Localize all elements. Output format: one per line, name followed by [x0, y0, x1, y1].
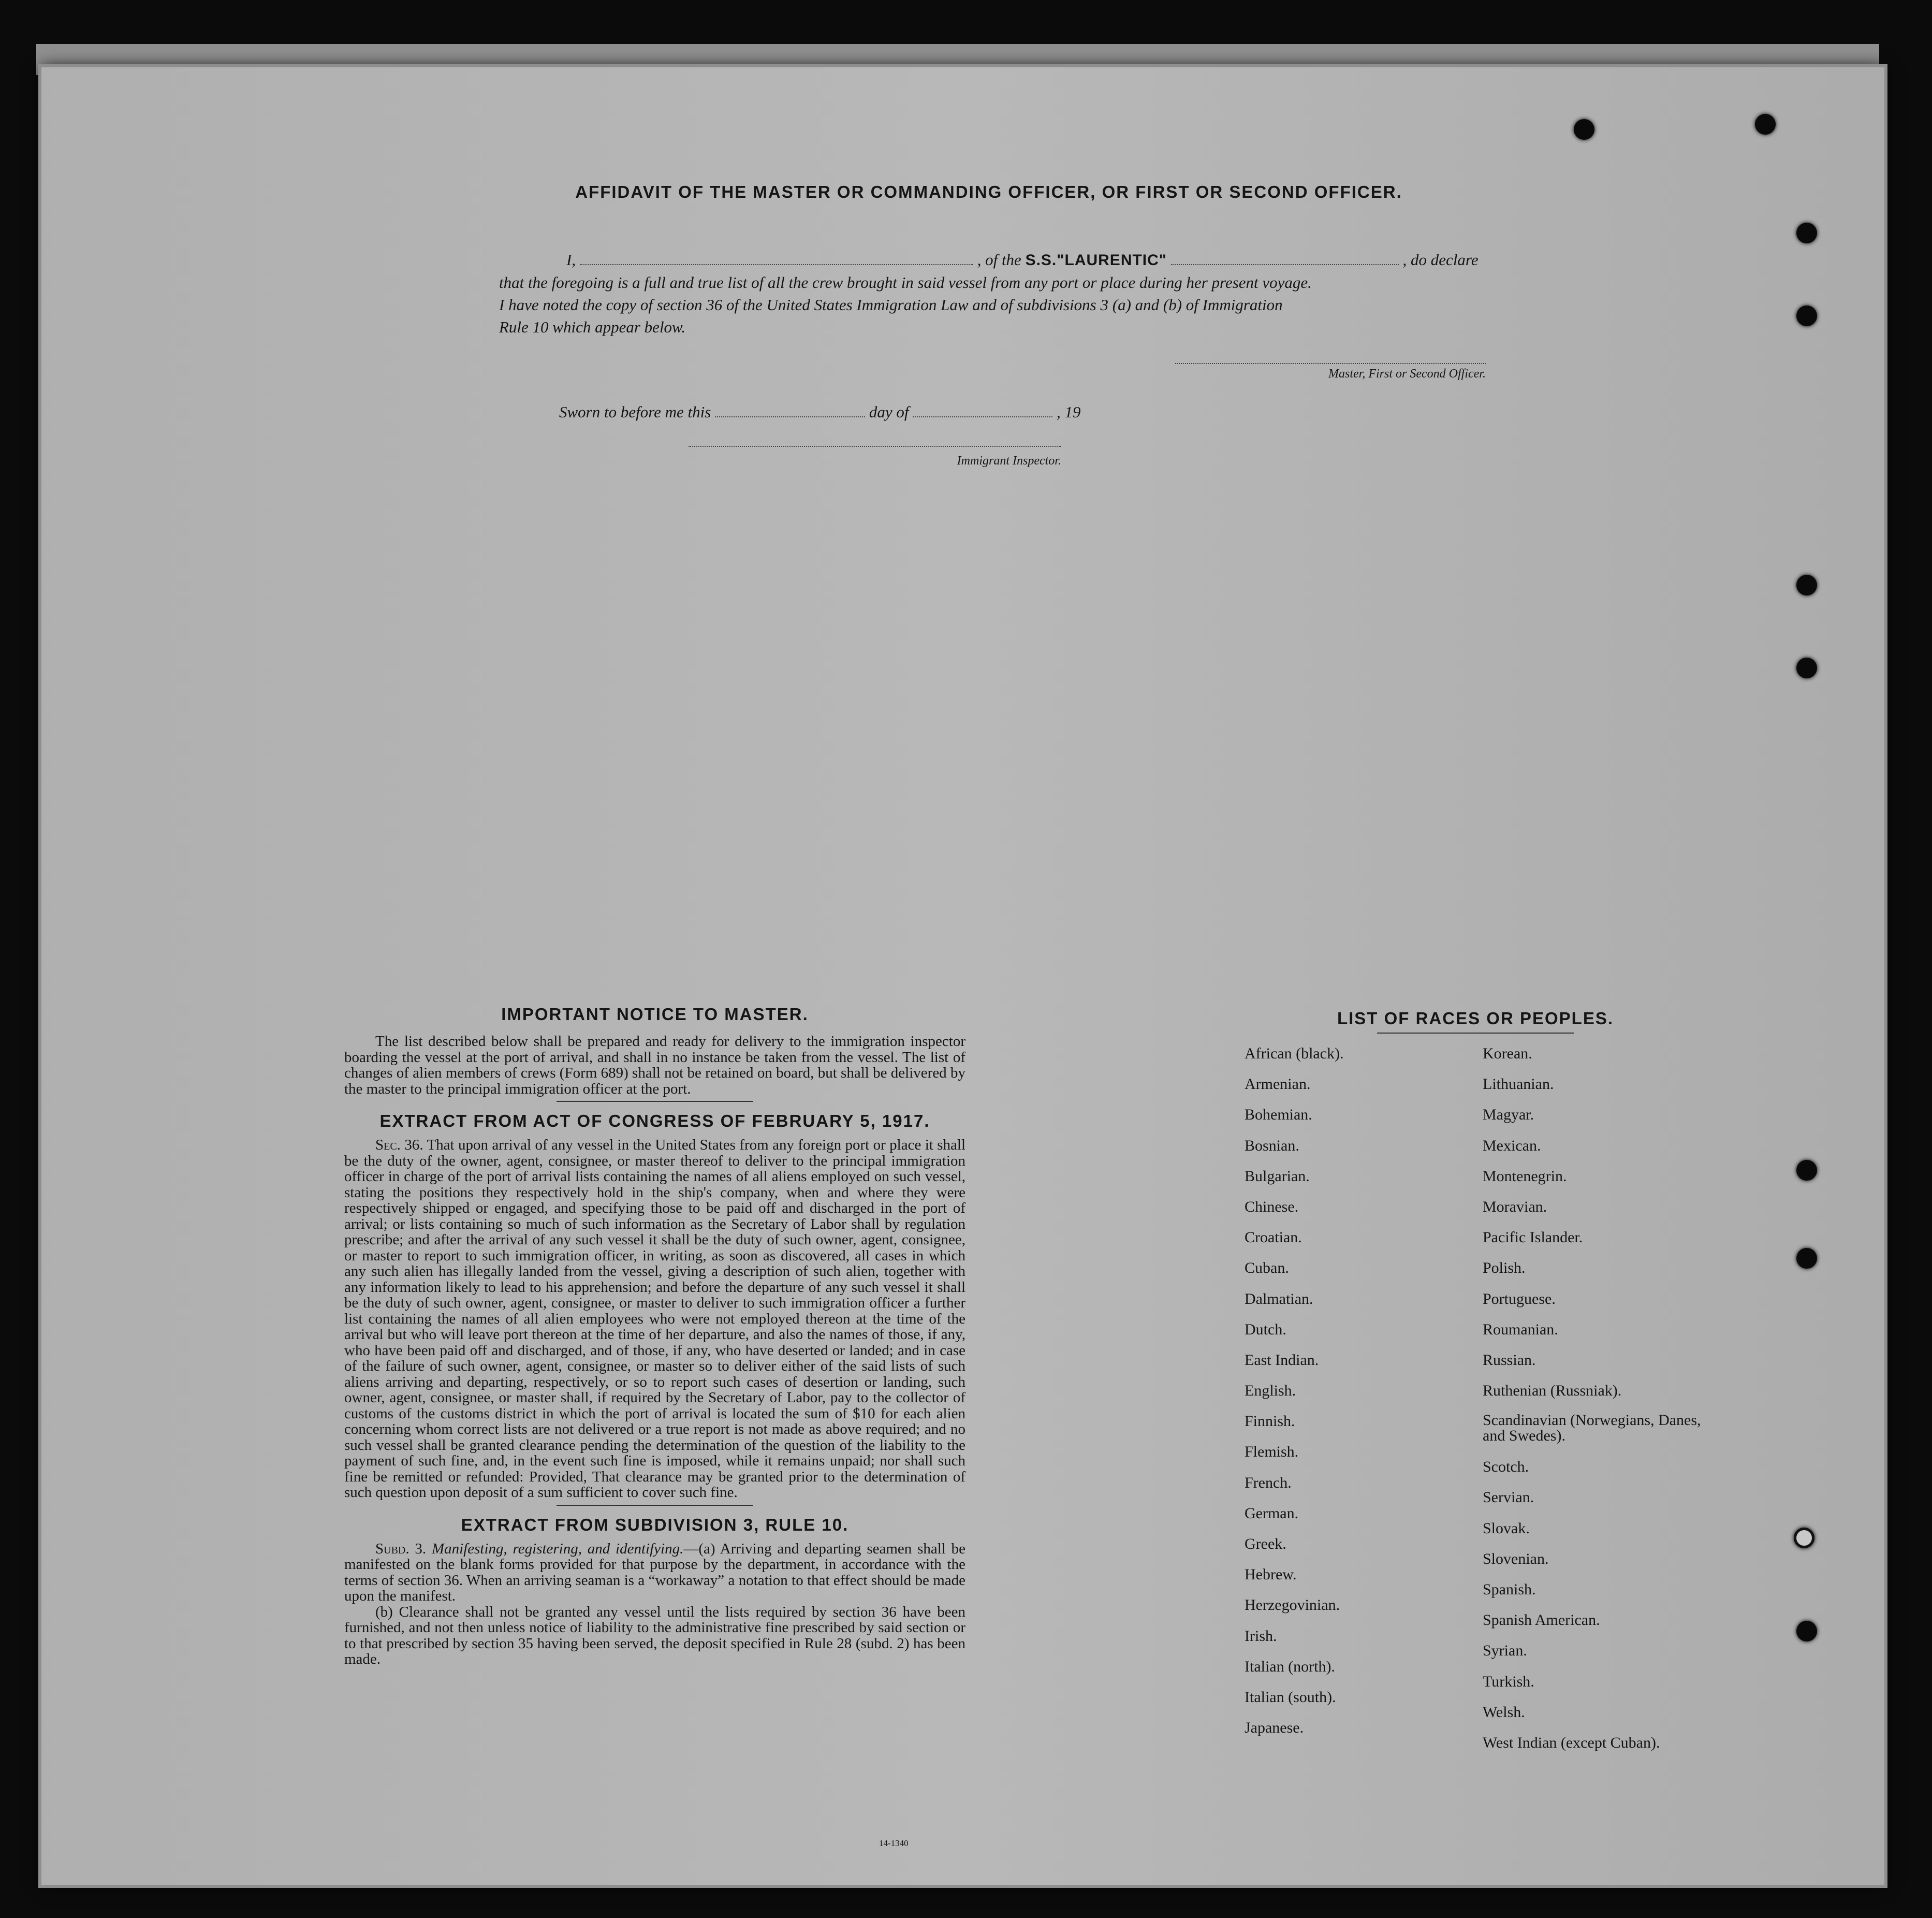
- affidavit-line-1: that the foregoing is a full and true list of all the crew brought in said vessel from any port or place during her present voyage.: [499, 273, 1312, 292]
- sworn-day-field: [715, 416, 865, 417]
- race-item: Japanese.: [1245, 1719, 1304, 1737]
- subd-b-text: (b) Clearance shall not be granted any vessel until the lists required by section 36 have been furnished, and not then unless notice of liability to the administrative fine prescribed by said section or to that prescribed by section 35 having been served, the deposit specified in Rule 28 (subd. 2) has been made.: [344, 1603, 965, 1667]
- sworn-line: [559, 403, 1232, 422]
- races-columns: [1217, 1045, 1734, 1765]
- master-name-field: [580, 264, 973, 265]
- race-item: English.: [1245, 1382, 1296, 1400]
- race-item: German.: [1245, 1504, 1299, 1522]
- race-item: Italian (north).: [1245, 1658, 1335, 1675]
- race-item: Russian.: [1483, 1351, 1536, 1369]
- binder-hole: [1794, 1528, 1814, 1548]
- race-item: Servian.: [1483, 1489, 1534, 1506]
- binder-hole: [1796, 1160, 1817, 1181]
- race-item: Hebrew.: [1245, 1566, 1297, 1583]
- race-item: Montenegrin.: [1483, 1167, 1567, 1185]
- form-code: 14-1340: [879, 1838, 909, 1848]
- race-item: Polish.: [1483, 1259, 1526, 1277]
- races-left-column: [1217, 1045, 1483, 1765]
- notice-body: The list described below shall be prepared and ready for delivery to the immigration inspector boarding the vessel at the port of arrival, and shall in no instance be taken from the vessel. The list of changes of alien members of crews (Form 689) shall not be retained on board, but shall be delivered by the master to the principal immigration officer at the port.: [344, 1033, 965, 1097]
- race-item: Portuguese.: [1483, 1290, 1556, 1307]
- binder-hole: [1796, 306, 1817, 326]
- race-item: Slovak.: [1483, 1519, 1530, 1537]
- binder-hole: [1796, 658, 1817, 678]
- race-item: Greek.: [1245, 1535, 1286, 1552]
- race-item: Spanish.: [1483, 1581, 1536, 1598]
- extract-act-title: EXTRACT FROM ACT OF CONGRESS OF FEBRUARY 5, 1917.: [379, 1111, 930, 1130]
- subd-para-a: —(a) Arriving and departing seamen shall be manifested on the blank forms provided for that purpose by the department, in accordance with the terms of section 36. When an arriving seaman is a “workaway” a notation to that effect should be made upon the manifest.: [344, 1540, 966, 1604]
- race-item: Syrian.: [1483, 1642, 1527, 1660]
- subd-heading: Manifesting, registering, and identifying.: [431, 1540, 684, 1557]
- sworn-month-field: [913, 416, 1052, 417]
- affidavit-line-2: I have noted the copy of section 36 of the United States Immigration Law and of subdivisions 3 (a) and (b) of Immigration: [499, 296, 1283, 314]
- race-item: East Indian.: [1245, 1351, 1319, 1369]
- inspector-signature-line: [689, 445, 1061, 447]
- subd-a-text: [344, 1541, 965, 1604]
- inspector-label: Immigrant Inspector.: [957, 454, 1061, 468]
- of-the-label: , of the: [977, 251, 1021, 269]
- binder-hole: [1755, 114, 1776, 135]
- race-item: Spanish American.: [1483, 1611, 1600, 1629]
- signature-label: Master, First or Second Officer.: [1328, 367, 1486, 381]
- i-prefix: I,: [566, 251, 576, 269]
- race-item: Lithuanian.: [1483, 1076, 1554, 1093]
- divider: [1377, 1033, 1574, 1034]
- affidavit-line-3: Rule 10 which appear below.: [499, 318, 686, 336]
- race-item: French.: [1245, 1474, 1292, 1491]
- notice-block: [344, 1005, 965, 1667]
- race-item: Chinese.: [1245, 1198, 1299, 1215]
- binder-hole: [1796, 1621, 1817, 1641]
- race-item: Armenian.: [1245, 1076, 1311, 1093]
- race-item: Ruthenian (Russniak).: [1483, 1382, 1622, 1400]
- races-right-column: [1483, 1045, 1721, 1765]
- race-item: Turkish.: [1483, 1673, 1534, 1690]
- inspector-area: [689, 445, 1061, 468]
- binder-hole: [1796, 1248, 1817, 1269]
- race-item: Herzegovinian.: [1245, 1596, 1340, 1614]
- races-block: [1217, 1009, 1734, 1765]
- signature-line: [1175, 362, 1486, 364]
- race-item: Irish.: [1245, 1627, 1277, 1645]
- manifest-sheet: [41, 67, 1884, 1885]
- race-item: Slovenian.: [1483, 1550, 1549, 1567]
- notice-title: IMPORTANT NOTICE TO MASTER.: [501, 1005, 809, 1024]
- signature-area: [1175, 362, 1486, 381]
- binder-hole: [1796, 575, 1817, 595]
- binder-hole: [1574, 119, 1594, 140]
- race-item: Dalmatian.: [1245, 1290, 1313, 1307]
- race-item: Finnish.: [1245, 1413, 1295, 1430]
- subd-label: Subd. 3.: [375, 1540, 427, 1557]
- binder-hole: [1796, 223, 1817, 243]
- divider: [557, 1505, 753, 1506]
- sworn-prefix: Sworn to before me this: [559, 403, 711, 421]
- race-item: Pacific Islander.: [1483, 1229, 1583, 1246]
- race-item: Cuban.: [1245, 1259, 1289, 1277]
- race-item: Roumanian.: [1483, 1320, 1558, 1338]
- divider: [557, 1101, 753, 1102]
- race-item: Bulgarian.: [1245, 1167, 1310, 1185]
- do-declare-label: , do declare: [1402, 251, 1479, 269]
- race-item: Moravian.: [1483, 1198, 1547, 1215]
- extract-act-body: [344, 1137, 965, 1501]
- race-item: West Indian (except Cuban).: [1483, 1734, 1660, 1751]
- race-item: Scandinavian (Norwegians, Danes, and Swedes).: [1483, 1412, 1701, 1445]
- race-item: Dutch.: [1245, 1320, 1286, 1338]
- ship-name: S.S."LAURENTIC": [1025, 252, 1167, 269]
- sec-36-text: That upon arrival of any vessel in the United States from any foreign port or place it shall be the duty of the owner, agent, consignee, or master thereof to deliver to the principal immigration officer in charge of the port of arrival lists containing the names of all aliens employed on such vessel, stating the positions they respectively hold in the ship's company, when and where they were respectively shipped or engaged, and specifying those to be paid off and discharged in the port of arrival; or lists containing so much of such information as the Secretary of Labor shall by regulation prescribe; and after the arrival of any such vessel it shall be the duty of such owner, agent, consignee, or master to report to such immigration officer, in writing, as soon as discovered, all cases in which any such alien has illegally landed from the vessel, giving a description of such alien, together with any information likely to lead to his apprehension; and before the departure of any such vessel it shall be the duty of such owner, agent, consignee, or master to deliver to such immigration officer a further list containing the names of all alien employees who were not employed thereon at the time of the arrival but who will leave port thereon at the time of her departure, and also the names of those, if any, who have been paid off and discharged, and of those, if any, who have deserted or landed; and in case of the failure of such owner, agent, consignee, or master so to deliver either of the said lists of such aliens arriving and departing, respectively, or so to report such cases of desertion or landing, such owner, agent, consignee, or master shall, if required by the Secretary of Labor, pay to the collector of customs of the customs district in which the port of arrival is located the sum of $10 for each alien concerning whom correct lists are not delivered or a true report is not made as above required; and no such vessel shall be granted clearance pending the determination of the question of the liability to the payment of such fine, and, in the event such fine is imposed, while it remains unpaid; nor shall such fine be remitted or refunded: Provided, That clearance may be granted prior to the determination of such question upon deposit of a sum sufficient to cover such fine.: [344, 1137, 965, 1501]
- race-item: Bohemian.: [1245, 1106, 1312, 1124]
- race-item: African (black).: [1245, 1045, 1344, 1062]
- day-of-label: day of: [869, 403, 909, 421]
- race-item: Mexican.: [1483, 1137, 1541, 1154]
- extract-rule-title: EXTRACT FROM SUBDIVISION 3, RULE 10.: [461, 1515, 849, 1534]
- races-title: LIST OF RACES OR PEOPLES.: [1337, 1009, 1614, 1028]
- race-item: Scotch.: [1483, 1458, 1529, 1476]
- affidavit-declare-line: [499, 249, 1514, 271]
- affidavit-title: AFFIDAVIT OF THE MASTER OR COMMANDING OFFICER, OR FIRST OR SECOND OFFICER.: [575, 182, 1402, 201]
- race-item: Magyar.: [1483, 1106, 1534, 1124]
- year-label: , 19: [1056, 403, 1081, 421]
- port-field: [1171, 264, 1399, 265]
- race-item: Welsh.: [1483, 1703, 1525, 1721]
- race-item: Croatian.: [1245, 1229, 1302, 1246]
- sec-label: Sec. 36.: [375, 1137, 423, 1153]
- race-item: Flemish.: [1245, 1443, 1299, 1461]
- race-item: Italian (south).: [1245, 1688, 1336, 1706]
- affidavit-body: [499, 249, 1514, 338]
- race-item: Korean.: [1483, 1045, 1532, 1062]
- race-item: Bosnian.: [1245, 1137, 1299, 1154]
